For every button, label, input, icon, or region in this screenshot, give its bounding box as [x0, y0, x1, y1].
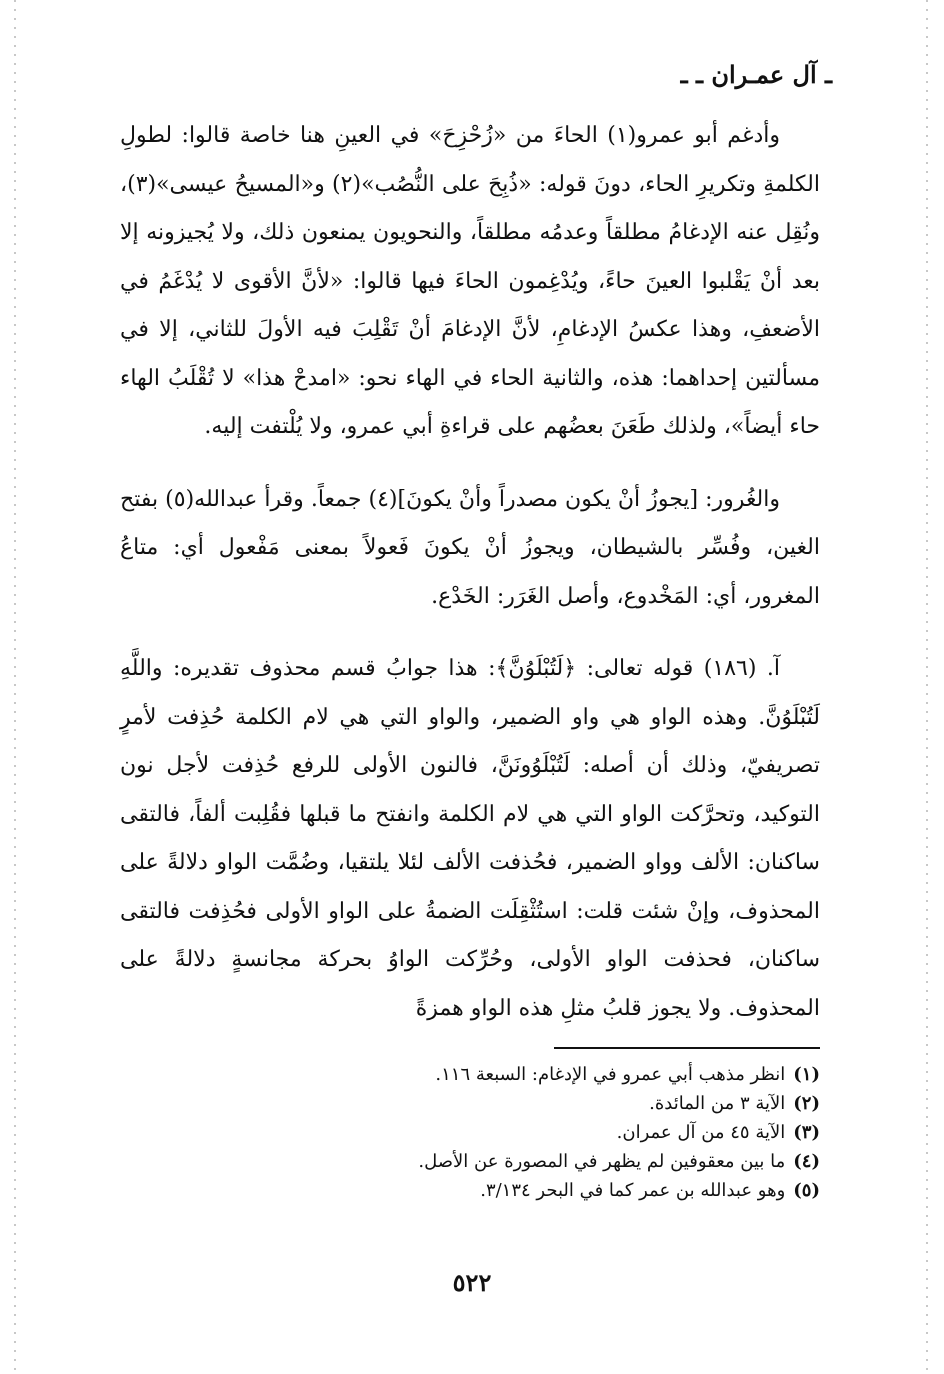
footnote-item [120, 1060, 820, 1089]
running-header: ـ آل عمـران ـ ـ [680, 60, 832, 89]
footnote-number: (٢) [793, 1093, 820, 1114]
paragraph-idgham: وأدغم أبو عمرو(١) الحاءَ من «زُحْزِحَ» في العينِ هنا خاصة قالوا: لطولِ الكلمةِ وتكريرِ الحاء، دونَ قوله: «ذُبِحَ على النُّصُب»(٢) و«المسيحُ عيسى»(٣)، ونُقِل عنه الإدغامُ مطلقاً وعدمُه مطلقاً، والنحويون يمنعون ذلك، ولا يُجيزونه إلا بعد أنْ يَقْلبوا العينَ حاءً، ويُدْغِمون الحاءَ فيها قالوا: «لأنَّ الأقوى لا يُدْغَمُ في الأضعفِ، وهذا عكسُ الإدغامِ، لأنَّ الإدغامَ أنْ تَقْلِبَ فيه الأولَ للثاني، إلا في مسألتين إحداهما: هذه، والثانية الحاء في الهاء نحو: «امدحْ هذا» لا تُقْلَبُ الهاء حاء أيضاً»، ولذلك طَعَنَ بعضُهم على قراءةِ أبي عمرو، ولا يُلْتفت إليه. [120, 123, 820, 439]
body-text [120, 112, 820, 1033]
scan-edge-right [926, 0, 928, 1374]
paragraph-verse-186: آ. (١٨٦) قوله تعالى: ﴿لَتُبْلَوُنَّ﴾: هذا جوابُ قسم محذوف تقديره: واللَّهِ لَتُبْلَوُنَّ. وهذه الواو هي واو الضمير، والواو التي هي لام الكلمة حُذِفت لأمرٍ تصريفيّ، وذلك أن أصله: لَتُبْلَوُونَنَّ، فالنون الأولى للرفع حُذِفت لأجل نون التوكيد، وتحرَّكت الواو التي هي لام الكلمة وانفتح ما قبلها فقُلِبت ألفاً، فالتقى ساكنان: الألف وواو الضمير، فحُذفت الألف لئلا يلتقيا، وضُمَّت الواو دلالةً على المحذوف، وإنْ شئت قلت: استُثْقِلَت الضمةُ على الواو الأولى فحُذِفت فالتقى ساكنان، فحذفت الواو الأولى، وحُرِّكت الواوُ بحركة مجانسةٍ دلالةً على المحذوف. ولا يجوز قلبُ مثلِ هذه الواو همزةً [120, 656, 821, 1021]
page-number: ٥٢٢ [452, 1268, 492, 1297]
paragraph-ghurur: والغُرور: [يجوزُ أنْ يكون مصدراً وأنْ يكونَ](٤) جمعاً. وقرأ عبدالله(٥) بفتح الغين، وفُسِّر بالشيطان، ويجوزُ أنْ يكونَ فَعولاً بمعنى مَفْعول أي: متاعُ المغرور، أي: المَخْدوع، وأصل الغَرَر: الخَدْع. [120, 486, 820, 609]
footnote-item [120, 1176, 820, 1205]
footnote-number: (٣) [793, 1122, 820, 1143]
footnote-number: (١) [793, 1064, 820, 1085]
footnote-text: الآية ٤٥ من آل عمران. [616, 1122, 786, 1143]
footnote-text: انظر مذهب أبي عمرو في الإدغام: السبعة ١١٦. [435, 1064, 786, 1085]
footnote-number: (٤) [793, 1151, 820, 1172]
footnote-item [120, 1147, 820, 1176]
footnote-text: وهو عبدالله بن عمر كما في البحر ٣/١٣٤. [480, 1180, 786, 1201]
footnote-divider [554, 1047, 820, 1049]
footnote-item [120, 1089, 820, 1118]
footnote-item [120, 1118, 820, 1147]
footnote-number: (٥) [793, 1180, 820, 1201]
scan-edge-left [14, 0, 16, 1374]
footnotes-list [120, 1060, 820, 1205]
footnote-text: الآية ٣ من المائدة. [649, 1093, 786, 1114]
footnote-text: ما بين معقوفين لم يظهر في المصورة عن الأصل. [418, 1151, 786, 1172]
